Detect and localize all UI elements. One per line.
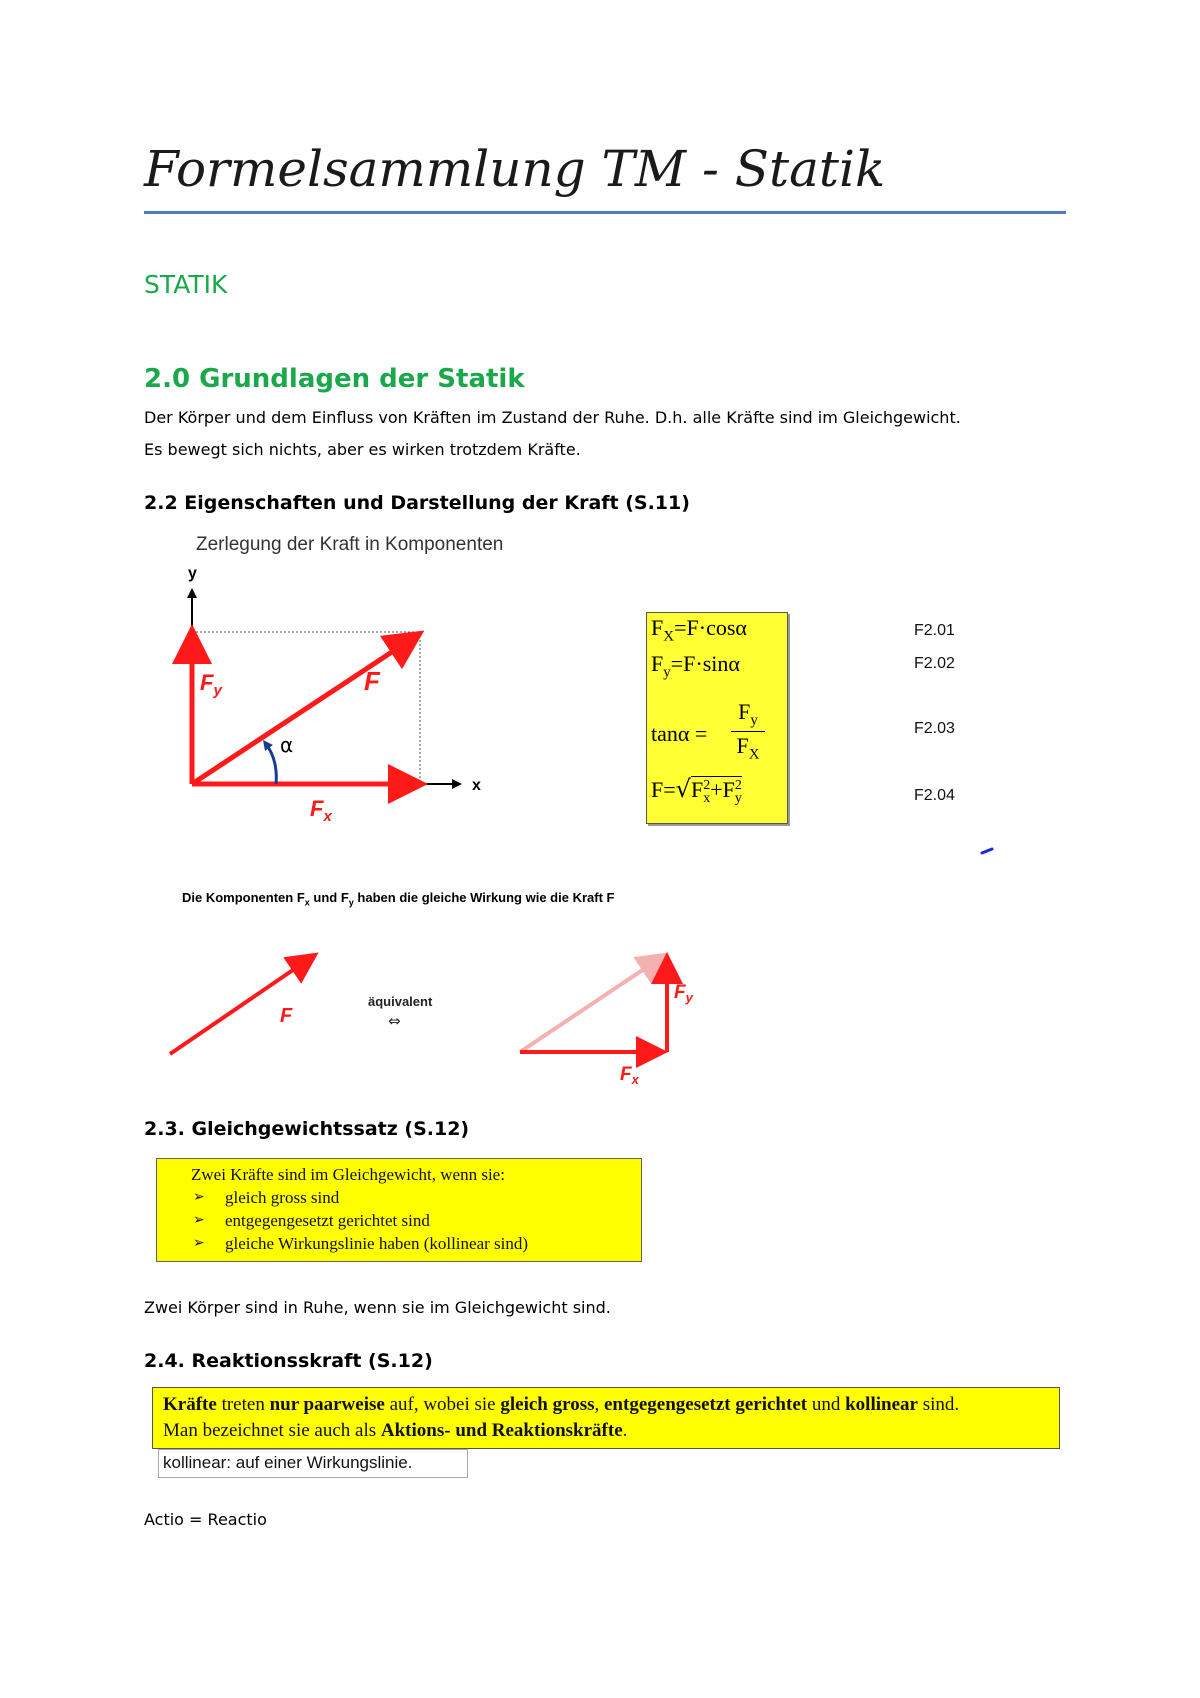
formula-number-2: F2.02 [914,655,955,672]
component-fx-label: $F_x$ [620,1064,639,1087]
heading-eigenschaften: 2.2 Eigenschaften und Darstellung der Kraft (S.11) [144,492,690,514]
formula-fx: $F_X=F\cdot\cos\alpha$ [651,615,747,645]
equivalent-label: äquivalent [368,994,433,1009]
reaction-line-2: Man bezeichnet sie auch als Aktions- und Reaktionskräfte. [163,1420,628,1441]
formula-number-4: F2.04 [914,787,955,804]
axis-x-label: x [472,777,481,794]
ink-mark [980,846,996,856]
axis-y-label: y [188,565,197,582]
faded-resultant [520,957,662,1052]
equilibrium-item-1: gleich gross sind [225,1188,340,1207]
angle-arc [266,744,276,784]
bullet-icon: ➢ [193,1212,205,1228]
heading-gleichgewicht: 2.3. Gleichgewichtssatz (S.12) [144,1118,470,1140]
bullet-icon: ➢ [193,1235,205,1251]
equivalence-diagram [150,940,710,1090]
formula-fy: $F_y=F\cdot\sin\alpha$ [651,651,740,681]
label-alpha: α [280,733,294,757]
heading-grundlagen: 2.0 Grundlagen der Statik [144,364,525,394]
equilibrium-intro: Zwei Kräfte sind im Gleichgewicht, wenn sie: [191,1165,505,1184]
paragraph-ruhe: Zwei Körper sind in Ruhe, wenn sie im Gleichgewicht sind. [144,1298,611,1317]
formula-box: $F_X=F\cdot\cos\alpha$ $F_y=F\cdot\sin\alpha$ tanα = $F_y$ $F_X$ F=√F2 x+F2 y [646,612,788,824]
heading-reaktion: 2.4. Reaktionsskraft (S.12) [144,1350,433,1372]
reaction-box [152,1387,1060,1449]
formula-number-1: F2.01 [914,622,955,639]
figure-title-zerlegung: Zerlegung der Kraft in Komponenten [196,534,504,555]
document-title: Formelsammlung TM - Statik [144,140,886,198]
formula-resultant: F=√F2 x+F2 y [651,775,742,806]
equilibrium-item-2: entgegengesetzt gerichtet sind [225,1211,430,1230]
label-fy: $F_y$ [200,670,222,699]
equilibrium-box [156,1158,642,1262]
equivalent-symbol: ⇔ [388,1012,401,1030]
kollinear-note: kollinear: auf einer Wirkungslinie. [158,1449,468,1478]
label-f: F [364,666,380,696]
equilibrium-item-3: gleiche Wirkungslinie haben (kollinear sind) [225,1234,529,1253]
reaction-line-1: Kräfte treten nur paarweise auf, wobei sie gleich gross, entgegengesetzt gerichtet und kollinear sind. [163,1394,960,1415]
bullet-icon: ➢ [193,1189,205,1205]
title-rule [144,211,1066,214]
components-note: Die Komponenten $F_x$ und $F_y$ haben die gleiche Wirkung wie die Kraft F [182,890,615,908]
formula-number-3: F2.03 [914,720,955,737]
label-fx: $F_x$ [310,796,332,825]
force-decomposition-diagram [160,560,500,830]
actio-reactio: Actio = Reactio [144,1510,267,1529]
paragraph-grundlagen-2: Es bewegt sich nichts, aber es wirken trotzdem Kräfte. [144,440,581,459]
paragraph-grundlagen-1: Der Körper und dem Einfluss von Kräften im Zustand der Ruhe. D.h. alle Kräfte sind im Gleichgewicht. [144,408,961,427]
section-heading-statik: STATIK [144,270,228,299]
component-fy-label: $F_y$ [674,982,693,1005]
single-force-label: F [280,1005,293,1027]
vector-f [192,636,416,784]
